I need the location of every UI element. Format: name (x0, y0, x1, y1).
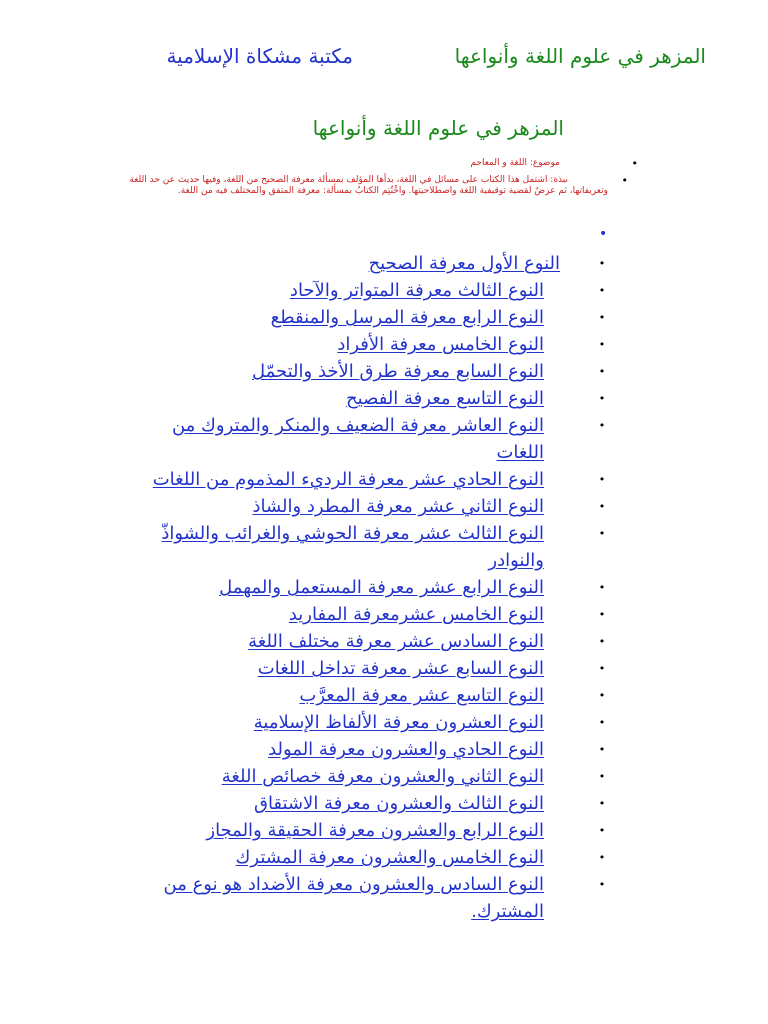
list-item (120, 331, 608, 358)
type-link[interactable]: النوع السادس عشر معرفة مختلف اللغة (248, 631, 544, 652)
type-link[interactable]: النوع الخامس والعشرون معرفة المشترك (235, 847, 544, 868)
type-link[interactable]: النوع الثالث والعشرون معرفة الاشتقاق (253, 793, 544, 814)
page-title: المزهر في علوم اللغة وأنواعها (312, 116, 564, 140)
bullet-icon: • (598, 338, 606, 351)
list-item (120, 709, 608, 736)
type-link[interactable]: النوع التاسع معرفة الفصيح (346, 388, 544, 409)
list-item (120, 736, 608, 763)
empty-list-item: • (599, 226, 608, 242)
type-link[interactable]: النوع العشرون معرفة الألفاظ الإسلامية (253, 712, 544, 733)
book-title: المزهر في علوم اللغة وأنواعها (454, 44, 706, 68)
type-link[interactable]: النوع السابع معرفة طرق الأخذ والتحمّل (251, 361, 544, 382)
type-link[interactable]: النوع الحادي عشر معرفة الرديء المذموم من اللغات (152, 469, 544, 490)
bullet-icon: • (631, 157, 638, 170)
type-link[interactable]: النوع الثاني والعشرون معرفة خصائص اللغة (221, 766, 544, 787)
bullet-icon: • (598, 662, 606, 675)
type-link[interactable]: النوع الرابع عشر معرفة المستعمل والمهمل (219, 577, 544, 598)
type-link[interactable]: النوع السابع عشر معرفة تداخل اللغات (257, 658, 544, 679)
list-item (120, 682, 608, 709)
list-item (120, 601, 608, 628)
list-item (120, 250, 608, 277)
list-item (120, 412, 608, 466)
list-item (120, 466, 608, 493)
bullet-icon: • (598, 473, 606, 486)
bullet-icon: • (598, 851, 606, 864)
list-item (120, 655, 608, 682)
list-item (120, 385, 608, 412)
type-link[interactable]: النوع العاشر معرفة الضعيف والمنكر والمتروك من اللغات (171, 415, 544, 463)
bullet-icon: • (598, 500, 606, 513)
summary-text: نبذة: اشتمل هذا الكتاب على مسائل في اللغة، بدأها المؤلف بمسألة معرفة الصحيح من اللغة، وفيها حديث عن حد اللغة وتعريفاتها، ثم عرضٌ لقضية توقيفية اللغة واصطلاحيتها. واخْتُتِم الكتابُ بمسألة: معرفة المتفق والمختلف فيه من اللغة. (129, 175, 608, 196)
page-header (0, 44, 768, 78)
bullet-icon: • (598, 284, 606, 297)
subject-text: موضوع: اللغة و المعاجم (470, 158, 560, 168)
type-link[interactable]: النوع الرابع معرفة المرسل والمنقطع (270, 307, 544, 328)
type-link[interactable]: النوع الحادي والعشرون معرفة المولد (268, 739, 544, 760)
bullet-icon: • (598, 608, 606, 621)
list-item (120, 520, 608, 574)
type-link[interactable]: النوع الأول معرفة الصحيح (368, 253, 560, 274)
bullet-icon: • (598, 635, 606, 648)
list-item (120, 574, 608, 601)
list-item (120, 493, 608, 520)
list-item (120, 871, 608, 925)
type-link[interactable]: النوع الخامس عشرمعرفة المفاريد (288, 604, 544, 625)
bullet-icon: • (598, 743, 606, 756)
bullet-icon: • (598, 419, 606, 432)
list-item (120, 628, 608, 655)
summary-item (128, 175, 638, 197)
type-link[interactable]: النوع الخامس معرفة الأفراد (337, 334, 544, 355)
list-item (120, 790, 608, 817)
bullet-icon: • (598, 689, 606, 702)
type-link[interactable]: النوع الثالث معرفة المتواتر والآحاد (289, 280, 544, 301)
list-item (120, 763, 608, 790)
type-link[interactable]: النوع الرابع والعشرون معرفة الحقيقة والمجاز (206, 820, 544, 841)
library-name: مكتبة مشكاة الإسلامية (166, 44, 353, 68)
type-link[interactable]: النوع الثاني عشر معرفة المطرد والشاذ (252, 496, 544, 517)
bullet-icon: • (598, 392, 606, 405)
bullet-icon: • (598, 581, 606, 594)
bullet-icon: • (621, 174, 628, 187)
bullet-icon: • (598, 365, 606, 378)
bullet-icon: • (598, 716, 606, 729)
list-item (120, 844, 608, 871)
list-item (120, 817, 608, 844)
bullet-icon: • (598, 257, 606, 270)
subject-item (128, 157, 638, 170)
bullet-icon: • (598, 311, 606, 324)
list-item (120, 277, 608, 304)
list-item (120, 358, 608, 385)
type-link[interactable]: النوع الثالث عشر معرفة الحوشي والغرائب والشواذّ والنوادر (161, 523, 544, 571)
bullet-icon: • (598, 527, 606, 540)
bullet-icon: • (598, 878, 606, 891)
types-list (120, 250, 608, 925)
bullet-icon: • (598, 797, 606, 810)
bullet-icon: • (598, 824, 606, 837)
bullet-icon: • (598, 770, 606, 783)
type-link[interactable]: النوع التاسع عشر معرفة المعرَّب (299, 685, 544, 706)
list-item (120, 304, 608, 331)
type-link[interactable]: النوع السادس والعشرون معرفة الأضداد هو نوع من المشترك. (163, 874, 544, 922)
book-meta (128, 157, 638, 197)
